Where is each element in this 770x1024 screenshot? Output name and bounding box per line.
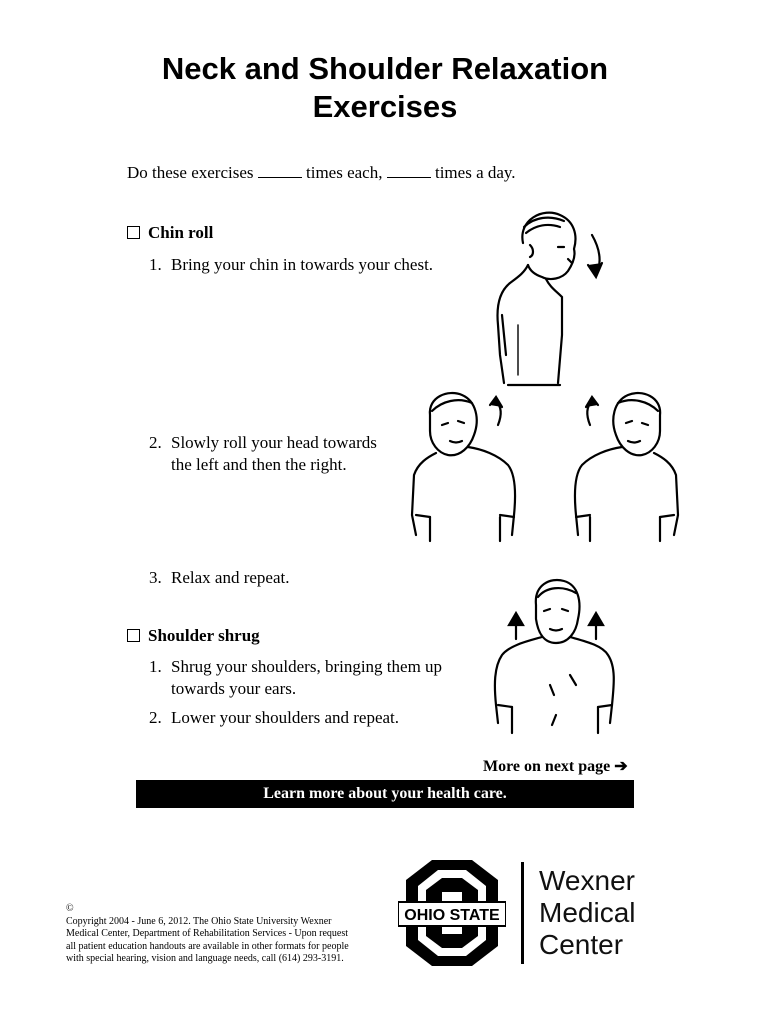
ohio-state-logo	[398, 858, 506, 968]
shoulder-shrug-checkbox[interactable]	[127, 629, 140, 642]
chin-roll-step-1: 1. Bring your chin in towards your chest.	[149, 255, 434, 274]
title-line-2: Exercises	[312, 89, 458, 124]
chin-roll-step-3: 3. Relax and repeat.	[149, 568, 290, 587]
chin-roll-step-2: 2. Slowly roll your head towards the left and then the right.	[149, 433, 377, 474]
head-tilt-left-illustration	[408, 385, 528, 545]
title-line-1: Neck and Shoulder Relaxation	[161, 51, 609, 86]
shoulder-shrug-heading	[127, 626, 260, 646]
times-each-blank[interactable]	[258, 163, 302, 178]
more-on-next-page[interactable]: More on next page ➔	[483, 758, 628, 775]
learn-more-banner[interactable]: Learn more about your health care.	[136, 780, 634, 808]
head-tilt-right-illustration	[560, 385, 685, 545]
intro-text-2: times each,	[301, 163, 387, 182]
shoulder-shrug-illustration	[490, 575, 620, 745]
copyright-notice: ©Copyright 2004 - June 6, 2012. The Ohio State University Wexner Medical Center, Department of Rehabilitation Services - Upon request all patient education handouts are available in other formats for people with special hearing, vision and language needs, call (614) 293-3191.	[66, 903, 349, 964]
shoulder-shrug-step-1: 1. Shrug your shoulders, bringing them up towards your ears.	[149, 657, 443, 698]
wexner-medical-center-wordmark: Wexner Medical Center	[539, 865, 636, 960]
chin-roll-checkbox[interactable]	[127, 226, 140, 239]
intro-instructions	[127, 163, 516, 183]
intro-text-1: Do these exercises	[127, 163, 258, 182]
shoulder-shrug-step-2: 2. Lower your shoulders and repeat.	[149, 708, 400, 727]
logo-divider	[521, 862, 524, 964]
right-arrow-icon: ➔	[614, 758, 628, 775]
chin-tuck-illustration	[488, 205, 608, 390]
times-a-day-blank[interactable]	[387, 163, 431, 178]
chin-roll-heading	[127, 223, 213, 243]
shoulder-shrug-label: Shoulder shrug	[148, 626, 260, 645]
page-title	[0, 50, 770, 126]
ohio-state-wordmark: OHIO STATE	[404, 907, 500, 924]
intro-text-3: times a day.	[430, 163, 516, 182]
chin-roll-label: Chin roll	[148, 223, 214, 242]
